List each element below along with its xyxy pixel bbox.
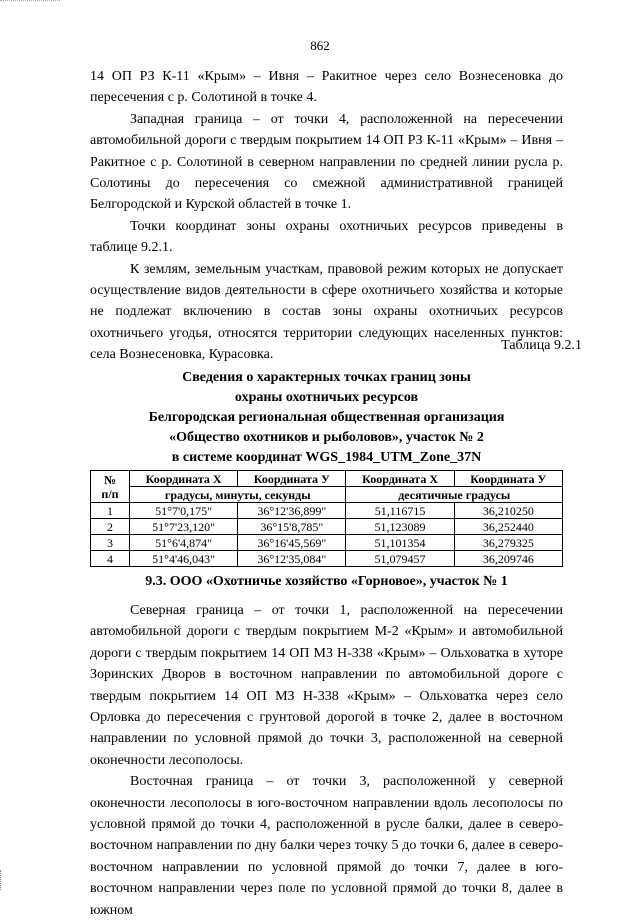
table-cell: 36°16'45,569": [238, 535, 346, 551]
table-caption: [90, 368, 563, 468]
column-header: Координата X: [346, 471, 454, 487]
table-cell: 51°6'4,874": [130, 535, 238, 551]
table-row: [91, 535, 563, 551]
table-cell: 36,252440: [454, 519, 562, 535]
table-cell: 36,279325: [454, 535, 562, 551]
caption-line: Белгородская региональная общественная организация: [148, 410, 505, 425]
table-cell: 51,116715: [346, 503, 454, 519]
column-header: Координата У: [238, 471, 346, 487]
table-header-row: [91, 471, 563, 487]
number-header-line: п/п: [101, 486, 119, 501]
number-header: [91, 471, 130, 503]
caption-line: охраны охотничьих ресурсов: [234, 390, 419, 405]
bottom-text: [90, 600, 563, 921]
paragraph: Северная граница – от точки 1, расположенной на пересечении автомобильной дороги с твердым покрытием М-2 «Крым» и автомобильной дороги с твердым покрытием 14 ОП МЗ Н-338 «Крым» – Ольховатка в хуторе Зоринских Дворов в восточном направлении по автомобильной дороге с твердым покрытием 14 ОП МЗ Н-338 «Крым» – Ольховатка через село Орловка до пересечения с грунтовой дорогой в точке 2, далее в восточном направлении по условной прямой до точки 3, расположенной на северной оконечности лесополосы.: [90, 603, 563, 768]
paragraph: Восточная граница – от точки 3, расположенной у северной оконечности лесополосы в юго-восточном направлении вдоль лесополосы по условной прямой до точки 4, расположенной в русле балки, далее в северо-восточном направлении по дну балки через точку 5 до точки 6, далее в северо-восточном направлении по условной прямой до точки 7, далее в юго-восточном направлении через поле по условной прямой до точки 8, далее в южном: [90, 774, 563, 918]
table-cell: 1: [91, 503, 130, 519]
number-header-line: №: [103, 472, 117, 487]
table-cell: 51°7'0,175": [130, 503, 238, 519]
table-cell: 51,101354: [346, 535, 454, 551]
table-cell: 36°12'35,084": [238, 551, 346, 567]
table-cell: 36,209746: [454, 551, 562, 567]
table-cell: 4: [91, 551, 130, 567]
table-cell: 2: [91, 519, 130, 535]
caption-line: Сведения о характерных точках границ зоны: [182, 370, 471, 385]
section-heading: 9.3. ООО «Охотничье хозяйство «Горновое», участок № 1: [145, 574, 508, 589]
column-subheader: градусы, минуты, секунды: [130, 487, 346, 503]
caption-line: «Общество охотников и рыболовов», участок № 2: [169, 430, 484, 445]
paragraph: Западная граница – от точки 4, расположенной на пересечении автомобильной дороги с твердым покрытием 14 ОП РЗ К-11 «Крым» – Ивня – Ракитное с р. Солотиной в северном направлении по средней линии русла р. Солотины до пересечения со смежной административной границей Белгородской и Курской областей в точке 1.: [90, 111, 563, 213]
table-cell: 51°4'46,043": [130, 551, 238, 567]
paragraph: К землям, земельным участкам, правовой режим которых не допускает осуществление видов деятельности в сфере охотничьего хозяйства и которые не подлежат включению в состав зоны охраны охотничьих ресурсов охотничьего угодья, относятся территории следующих населенных пунктов: села Вознесеновка, Курасовка.: [90, 261, 563, 363]
table-cell: 36,210250: [454, 503, 562, 519]
table-cell: 51,123089: [346, 519, 454, 535]
paragraph: Точки координат зоны охраны охотничьих ресурсов приведены в таблице 9.2.1.: [90, 218, 563, 256]
top-text: [90, 66, 563, 366]
table-cell: 36°15'8,785": [238, 519, 346, 535]
page-number: 862: [310, 38, 330, 53]
coordinates-table: [90, 470, 563, 567]
table-cell: 36°12'36,899": [238, 503, 346, 519]
table-row: [91, 503, 563, 519]
table-subheader-row: [91, 487, 563, 503]
table-cell: 51,079457: [346, 551, 454, 567]
column-header: Координата X: [130, 471, 238, 487]
table-label: Таблица 9.2.1: [501, 338, 582, 353]
table-row: [91, 519, 563, 535]
column-header: Координата У: [454, 471, 562, 487]
scan-edge-mark: [0, 0, 60, 2]
table-cell: 51°7'23,120": [130, 519, 238, 535]
column-subheader: десятичные градусы: [346, 487, 563, 503]
scan-edge-mark: [0, 870, 4, 890]
table-row: [91, 551, 563, 567]
caption-line: в системе координат WGS_1984_UTM_Zone_37N: [171, 450, 482, 465]
table-cell: 3: [91, 535, 130, 551]
paragraph: 14 ОП РЗ К-11 «Крым» – Ивня – Ракитное через село Вознесеновка до пересечения с р. Солотиной в точке 4.: [90, 69, 563, 106]
